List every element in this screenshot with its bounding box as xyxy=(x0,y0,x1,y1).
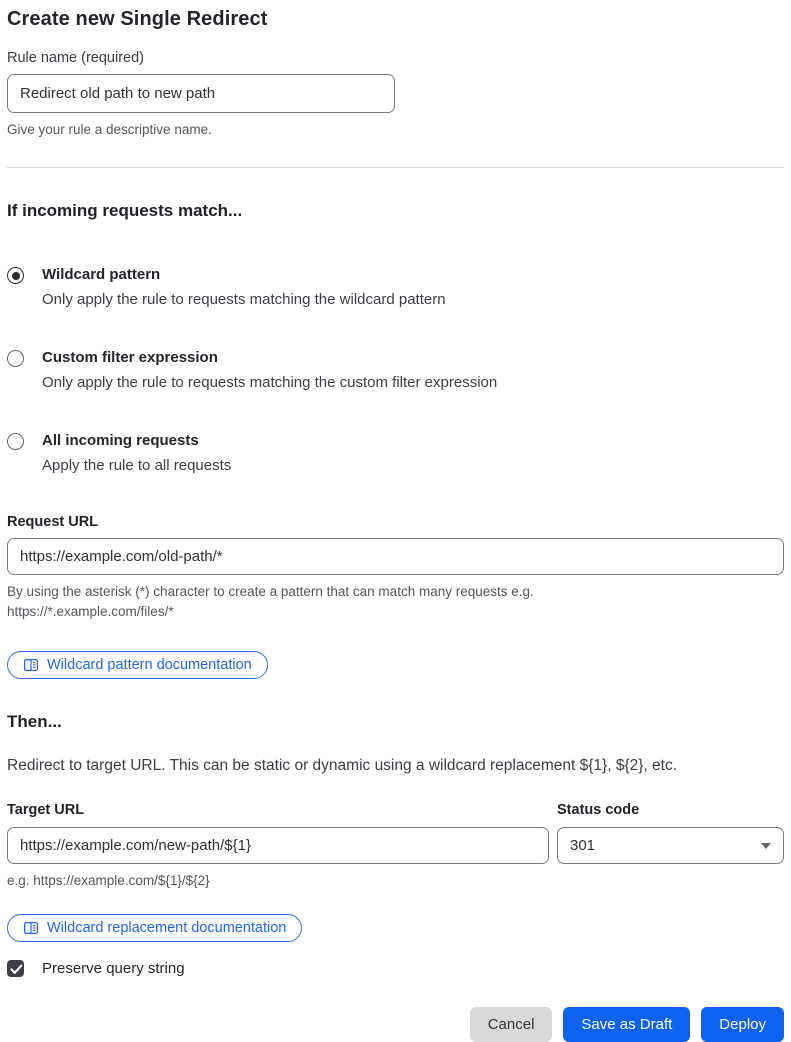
wildcard-replacement-docs-button[interactable] xyxy=(7,914,302,942)
doc-button-label: Wildcard pattern documentation xyxy=(47,657,252,673)
request-url-input[interactable] xyxy=(7,538,784,575)
book-icon xyxy=(23,920,39,936)
request-url-helper xyxy=(7,582,784,622)
then-section-description: Redirect to target URL. This can be static or dynamic using a wildcard replacement ${1}, ${2}, etc. xyxy=(7,757,678,774)
radio-button-icon[interactable] xyxy=(7,267,24,284)
chevron-down-icon xyxy=(761,843,771,849)
radio-custom-filter-expression[interactable] xyxy=(7,348,784,393)
cancel-button[interactable]: Cancel xyxy=(470,1007,553,1042)
wildcard-pattern-docs-button[interactable] xyxy=(7,651,268,679)
status-code-label: Status code xyxy=(557,802,640,818)
rule-name-label: Rule name (required) xyxy=(7,50,145,66)
status-code-value: 301 xyxy=(570,837,596,854)
page-title: Create new Single Redirect xyxy=(7,8,268,30)
doc-button-label: Wildcard replacement documentation xyxy=(47,920,287,936)
then-section-heading: Then... xyxy=(7,712,62,731)
radio-description: Only apply the rule to requests matching the custom filter expression xyxy=(42,374,498,391)
radio-description: Apply the rule to all requests xyxy=(42,457,232,474)
target-url-input[interactable] xyxy=(7,827,549,864)
radio-button-icon[interactable] xyxy=(7,433,24,450)
preserve-query-string-label: Preserve query string xyxy=(42,960,185,977)
radio-label: Wildcard pattern xyxy=(42,266,161,283)
match-section-heading: If incoming requests match... xyxy=(7,201,243,220)
checkbox-icon[interactable] xyxy=(7,960,24,977)
radio-label: Custom filter expression xyxy=(42,349,218,366)
deploy-button[interactable]: Deploy xyxy=(701,1007,784,1042)
book-icon xyxy=(23,657,39,673)
target-and-status-row xyxy=(7,802,784,891)
section-divider xyxy=(7,167,784,168)
radio-description: Only apply the rule to requests matching the wildcard pattern xyxy=(42,291,446,308)
preserve-query-string-row[interactable] xyxy=(7,960,784,977)
match-type-radio-group xyxy=(7,265,784,476)
radio-all-incoming-requests[interactable] xyxy=(7,431,784,476)
radio-label: All incoming requests xyxy=(42,432,199,449)
helper-line: https://*.example.com/files/* xyxy=(7,604,174,619)
check-icon xyxy=(10,964,23,975)
radio-button-icon[interactable] xyxy=(7,350,24,367)
form-actions xyxy=(7,1007,784,1042)
save-as-draft-button[interactable]: Save as Draft xyxy=(563,1007,690,1042)
target-url-helper: e.g. https://example.com/${1}/${2} xyxy=(7,873,210,888)
request-url-label: Request URL xyxy=(7,514,99,530)
helper-line: By using the asterisk (*) character to create a pattern that can match many requests e.g. xyxy=(7,584,534,599)
rule-name-input[interactable] xyxy=(7,74,395,113)
radio-wildcard-pattern[interactable] xyxy=(7,265,784,310)
status-code-select[interactable] xyxy=(557,827,784,864)
rule-name-helper: Give your rule a descriptive name. xyxy=(7,122,212,137)
target-url-label: Target URL xyxy=(7,802,85,818)
